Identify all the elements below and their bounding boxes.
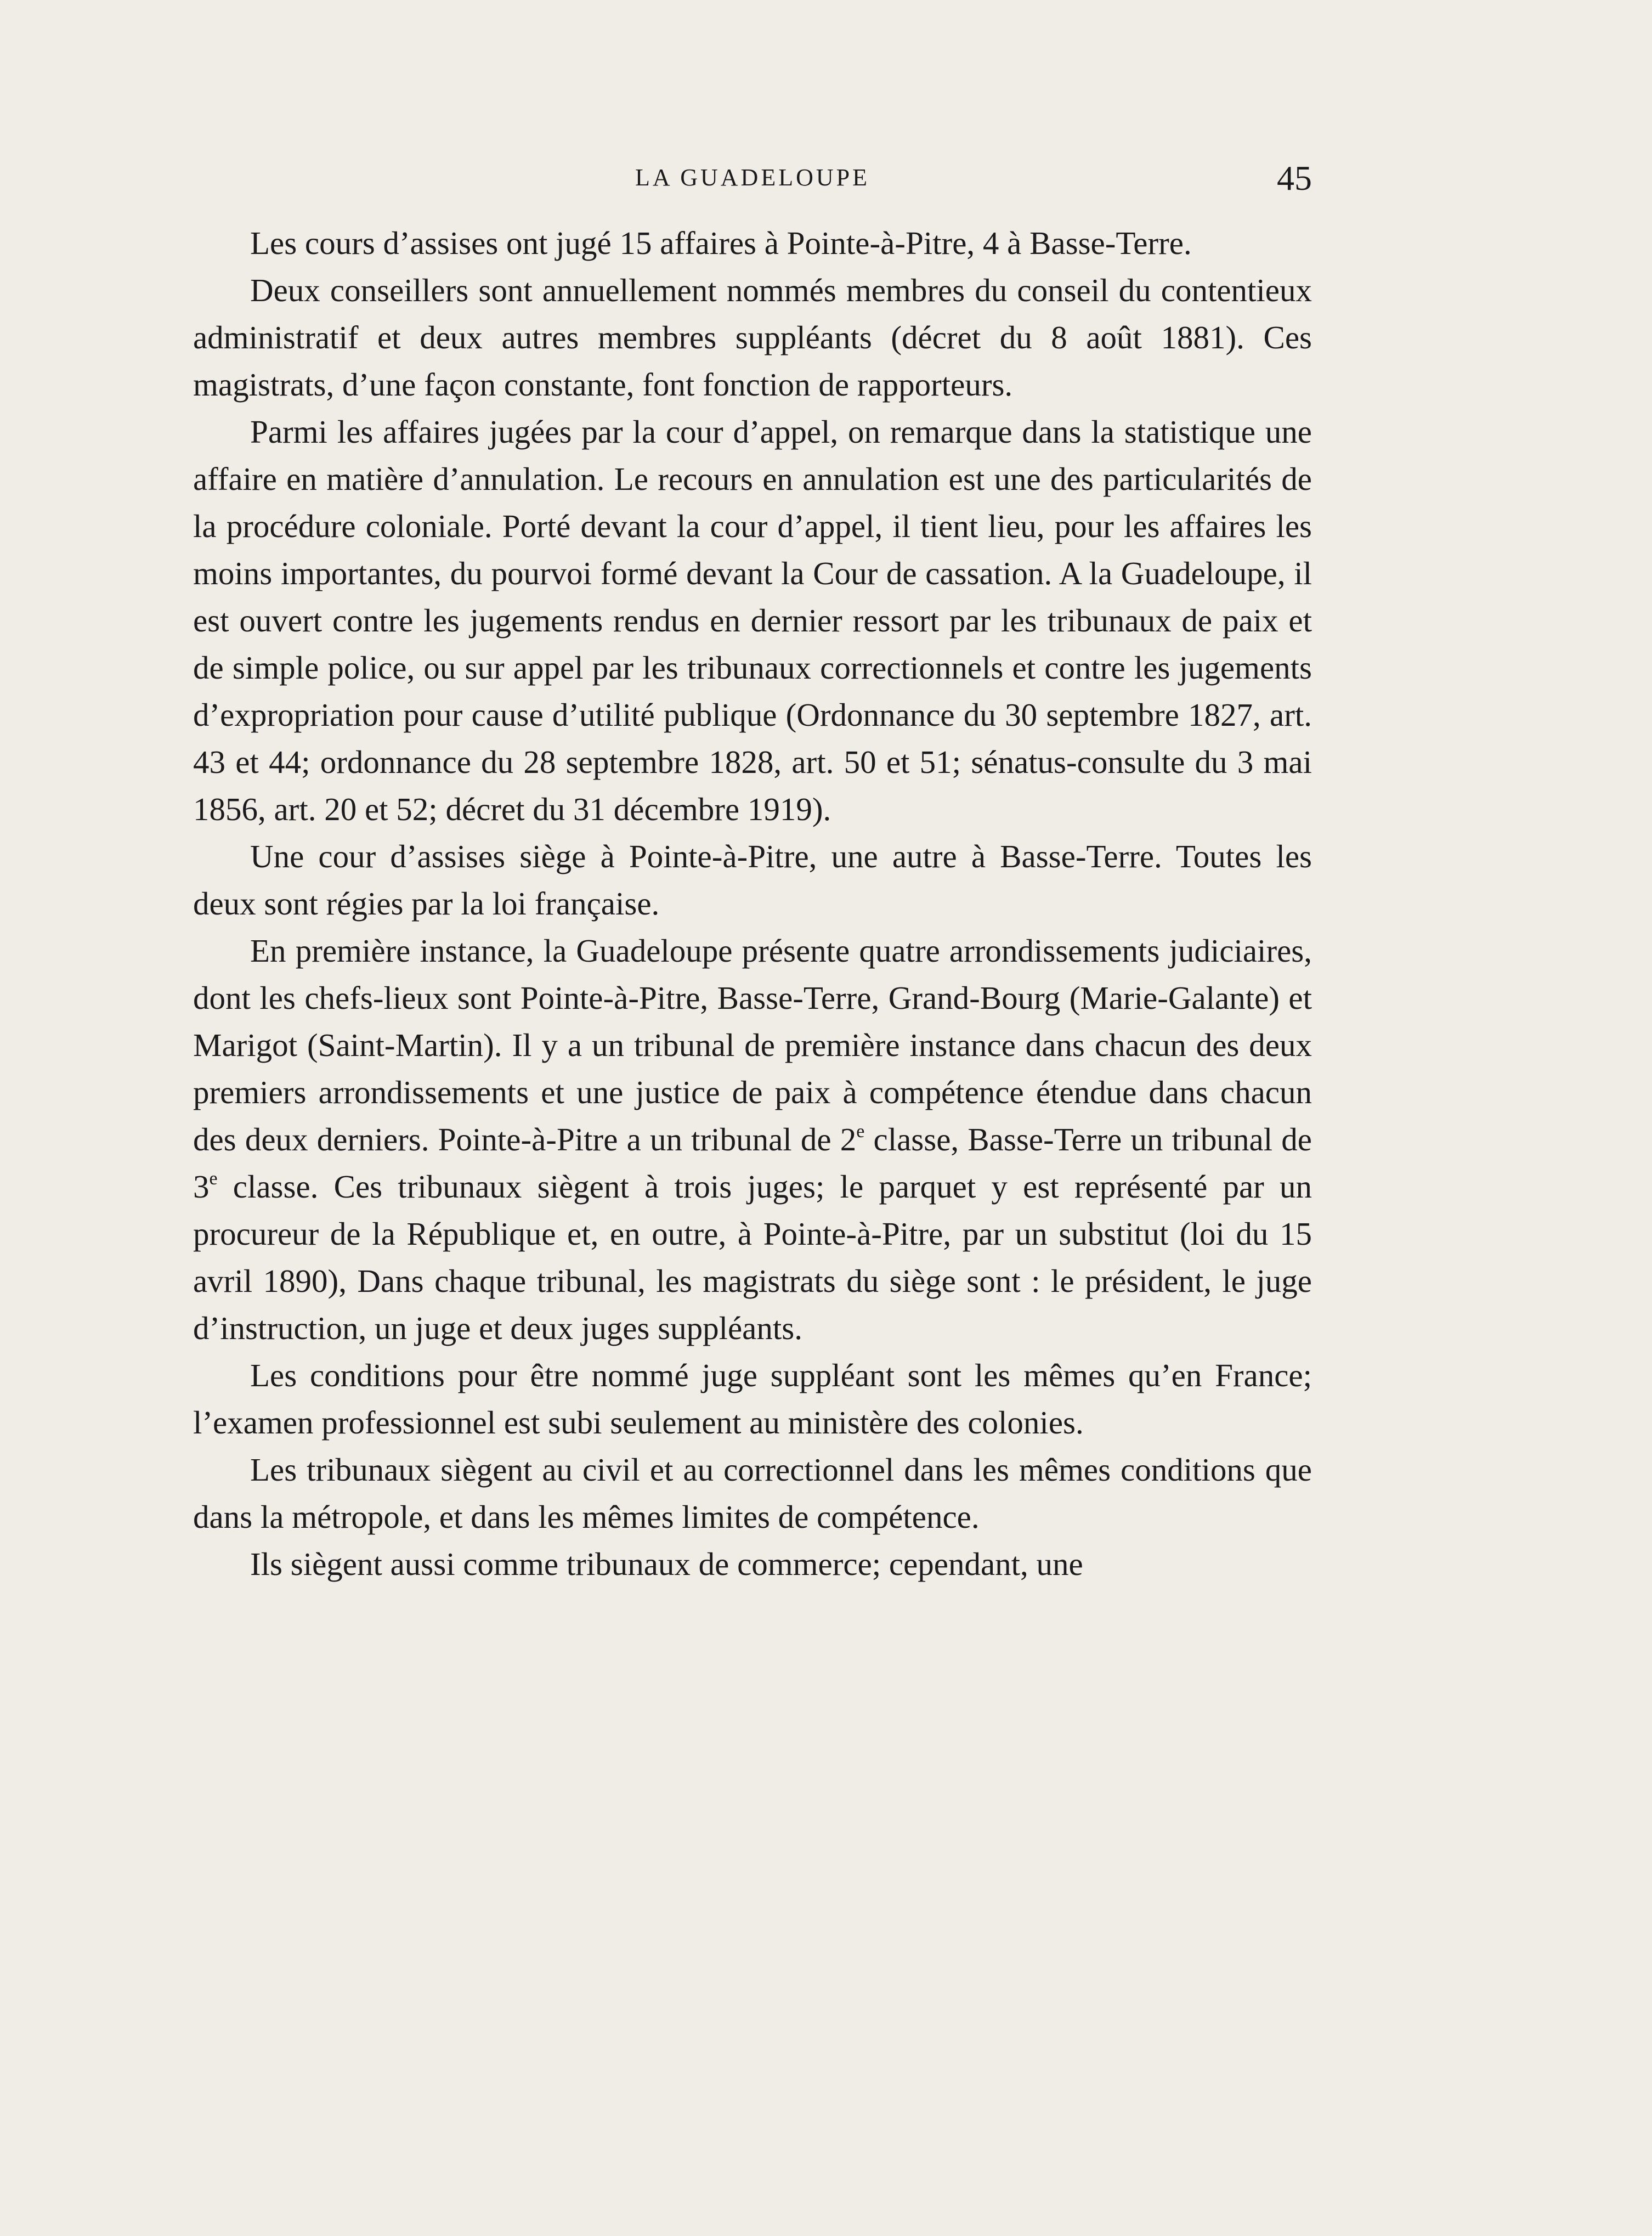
paragraph-text: classe. Ces tribunaux siègent à trois juges; le parquet y est représenté par un procureur de la République et, en outre, à Pointe-à-Pitre, par un substitut (loi du 15 avril 1890), Dans chaque tribunal, les magistrats du siège sont : le président, le juge d’instruction, un juge et deux juges suppléants. bbox=[193, 1168, 1312, 1346]
paragraph: Une cour d’assises siège à Pointe-à-Pitre, une autre à Basse-Terre. Toutes les deux sont régies par la loi française. bbox=[193, 838, 1312, 922]
paragraph-text: classe, Basse-Terre un tribunal de 3 bbox=[193, 1121, 1312, 1205]
page-number: 45 bbox=[1277, 159, 1312, 197]
superscript: e bbox=[856, 1121, 865, 1142]
paragraph-text: En première instance, la Guadeloupe présente quatre arrondissements judiciaires, dont les chefs-lieux sont Pointe-à-Pitre, Basse-Terre, Grand-Bourg (Marie-Galante) et Marigot (Saint-Martin). Il y a un tribunal de première instance dans chacun des deux premiers arrondissements et une justice de paix à compétence étendue dans chacun des deux derniers. Pointe-à-Pitre a un tribunal de 2 bbox=[193, 933, 1312, 1157]
paragraph: Les cours d’assises ont jugé 15 affaires à Pointe-à-Pitre, 4 à Basse-Terre. bbox=[250, 225, 1192, 261]
paragraph: Ils siègent aussi comme tribunaux de commerce; cependant, une bbox=[250, 1546, 1083, 1582]
superscript: e bbox=[209, 1168, 218, 1189]
body-text bbox=[193, 219, 1312, 1588]
page-header bbox=[193, 158, 1312, 202]
paragraph bbox=[193, 927, 1312, 1352]
paragraph: Deux conseillers sont annuellement nommés membres du conseil du contentieux administratif et deux autres membres suppléants (décret du 8 août 1881). Ces magistrats, d’une façon constante, font fonction de rapporteurs. bbox=[193, 272, 1312, 403]
running-title: LA GUADELOUPE bbox=[635, 164, 870, 191]
paragraph: Parmi les affaires jugées par la cour d’appel, on remarque dans la statistique une affaire en matière d’annulation. Le recours en annulation est une des particularités de la procédure coloniale. Porté devant la cour d’appel, il tient lieu, pour les affaires les moins importantes, du pourvoi formé devant la Cour de cassation. A la Guadeloupe, il est ouvert contre les jugements rendus en dernier ressort par les tribunaux de paix et de simple police, ou sur appel par les tribunaux correctionnels et contre les jugements d’expropriation pour cause d’utilité publique (Ordonnance du 30 septembre 1827, art. 43 et 44; ordonnance du 28 septembre 1828, art. 50 et 51; sénatus-consulte du 3 mai 1856, art. 20 et 52; décret du 31 décembre 1919). bbox=[193, 414, 1312, 827]
paragraph: Les conditions pour être nommé juge suppléant sont les mêmes qu’en France; l’examen professionnel est subi seulement au ministère des colonies. bbox=[193, 1357, 1312, 1441]
paragraph: Les tribunaux siègent au civil et au correctionnel dans les mêmes conditions que dans la métropole, et dans les mêmes limites de compétence. bbox=[193, 1452, 1312, 1535]
